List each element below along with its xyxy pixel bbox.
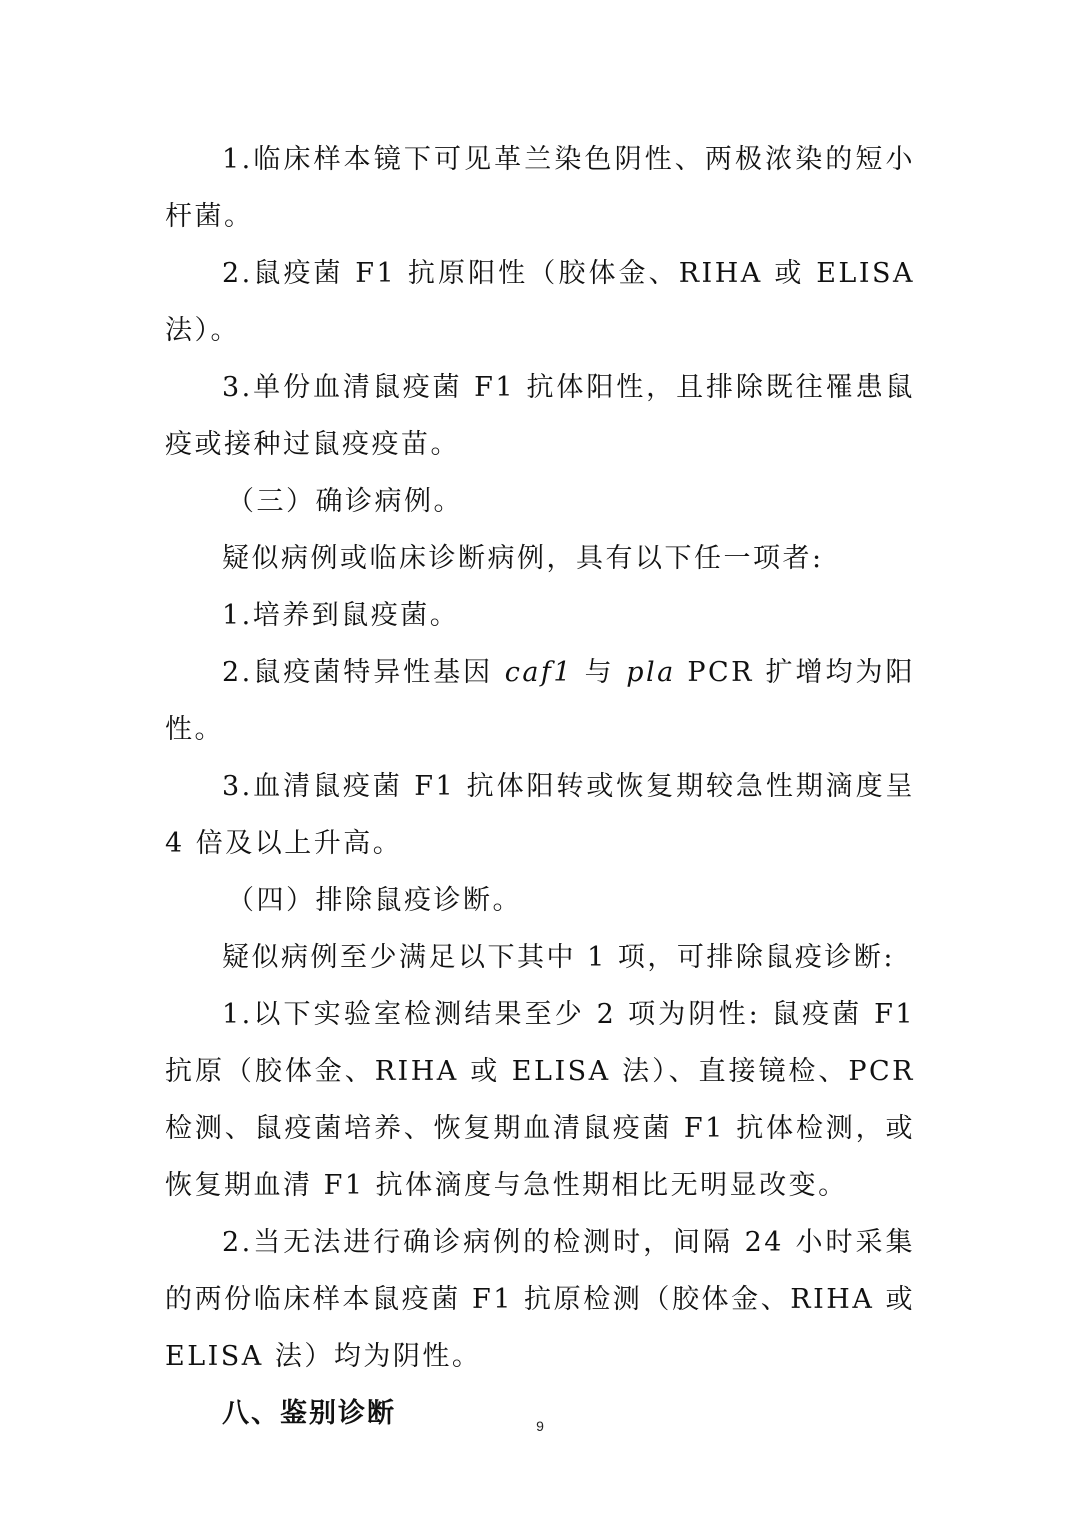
- exclusion-intro: 疑似病例至少满足以下其中 1 项，可排除鼠疫诊断:: [222, 942, 895, 973]
- criterion-smear: 1.临床样本镜下可见革兰染色阴性、两极浓染的短小杆菌。: [165, 144, 915, 232]
- gene-pla: pla: [626, 657, 676, 688]
- pcr-text-3: PCR 扩增均为阳性。: [165, 657, 915, 745]
- exclusion-f1-antigen: 2.当无法进行确诊病例的检测时，间隔 24 小时采集的两份临床样本鼠疫菌 F1 抗原检测（胶体金、RIHA 或 ELISA 法）均为阴性。: [165, 1227, 915, 1372]
- confirmed-antibody-titer: 3.血清鼠疫菌 F1 抗体阳转或恢复期较急性期滴度呈 4 倍及以上升高。: [165, 771, 915, 859]
- exclusion-lab-tests: 1.以下实验室检测结果至少 2 项为阴性: 鼠疫菌 F1 抗原（胶体金、RIHA 或 ELISA 法）、直接镜检、PCR 检测、鼠疫菌培养、恢复期血清鼠疫菌 F1 抗体检测，或恢复期血清 F1 抗体滴度与急性期相比无明显改变。: [165, 999, 915, 1201]
- pcr-text-1: 2.鼠疫菌特异性基因: [222, 657, 505, 688]
- section-heading-confirmed: （三）确诊病例。: [227, 486, 463, 517]
- pcr-text-2: 与: [573, 657, 627, 688]
- criterion-f1-antigen: 2.鼠疫菌 F1 抗原阳性（胶体金、RIHA 或 ELISA 法）。: [165, 258, 915, 346]
- section-heading-exclusion: （四）排除鼠疫诊断。: [227, 885, 522, 916]
- confirmed-culture: 1.培养到鼠疫菌。: [222, 600, 460, 631]
- confirmed-intro: 疑似病例或临床诊断病例，具有以下任一项者:: [222, 543, 824, 574]
- criterion-f1-antibody: 3.单份血清鼠疫菌 F1 抗体阳性，且排除既往罹患鼠疫或接种过鼠疫疫苗。: [165, 372, 915, 460]
- document-body: [165, 131, 915, 1442]
- page-number: 9: [536, 1418, 544, 1434]
- gene-caf1: caf1: [504, 657, 574, 688]
- confirmed-pcr: [165, 644, 915, 758]
- section-heading-differential: 八、鉴别诊断: [222, 1398, 396, 1429]
